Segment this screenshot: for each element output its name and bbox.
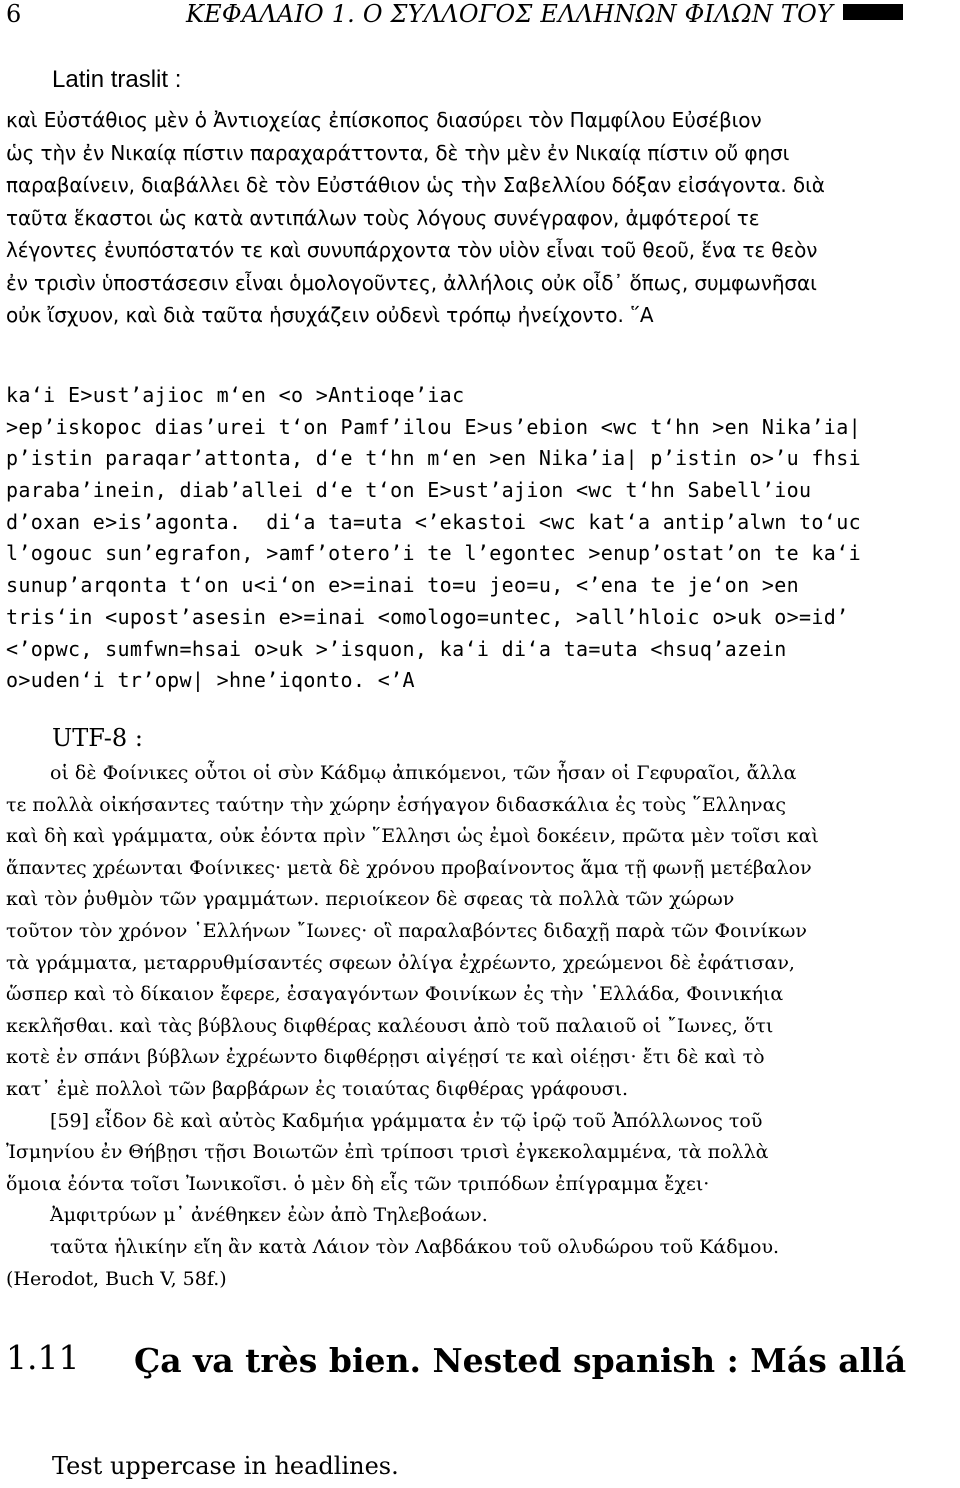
verbatim-line: tris‘in <upost’asesin e>=inai <omologo=untec, >all’hloic o>uk o>=id’ <box>6 604 849 629</box>
greek-line: ταῦτα ἕκαστοι ὡς κατὰ αντιπάλων τοὺς λόγους συνέγραφον, ἀμφότεροί τε <box>6 205 760 230</box>
greek-line: κατ᾽ ἐμὲ πολλοὶ τῶν βαρβάρων ἐς τοιαύτας διφθέρας γράφουσι. <box>6 1077 629 1100</box>
verbatim-line: p’istin paraqar’attonta, d‘e t‘hn m‘en >en Nika’ia| p’istin o>’u fhsi <box>6 446 861 471</box>
greek-line: λέγοντες ἐνυπόστατόν τε καὶ συνυπάρχοντα τὸν υἱὸν εἶναι τοῦ θεοῦ, ἕνα τε θεὸν <box>6 238 818 262</box>
greek-line: κοτὲ ἐν σπάνι βύβλων ἐχρέωντο διφθέρῃσι αἰγέῃσί τε καὶ οἰέῃσι· ἔτι δὲ καὶ τὸ <box>6 1046 765 1069</box>
greek-line: Ἰσμηνίου ἐν Θήβῃσι τῇσι Βοιωτῶν ἐπὶ τρίποσι τρισὶ ἐγκεκολαμμένα, τὰ πολλὰ <box>6 1141 769 1164</box>
greek-line: παραβαίνειν, διαβάλλει δὲ τὸν Εὐστάθιον ὡς τὴν Σαβελλίου δόξαν εἰσάγοντα. διὰ <box>6 173 825 197</box>
greek-line: καὶ τὸν ῥυθμὸν τῶν γραμμάτων. περιοίκεον δὲ σφεας τὰ πολλὰ τῶν χώρων <box>6 888 735 911</box>
verbatim-line: ka‘i E>ust’ajioc m‘en <o >Antioqe’iac <box>6 383 465 407</box>
greek-line: ἅπαντες χρέωνται Φοίνικες· μετὰ δὲ χρόνου προβαίνοντος ἅμα τῇ φωνῇ μετέβαλον <box>6 856 812 879</box>
verbatim-line: d’oxan e>is’agonta. di‘a ta=uta <’ekastoi <wc kat‘a antip’alwn to‘uc <box>6 509 861 534</box>
section-number: 1.11 <box>6 1338 80 1377</box>
citation: (Herodot, Buch V, 58f.) <box>6 1267 227 1290</box>
running-header <box>6 0 956 32</box>
greek-line: Ἀμφιτρύων μ᾽ ἀνέθηκεν ἐὼν ἀπὸ Τηλεβοάων. <box>50 1204 488 1227</box>
greek-line: καὶ Εὐστάθιος μὲν ὁ Ἀντιοχείας ἐπίσκοπος διασύρει τὸν Παμφίλου Εὐσέβιον <box>6 108 762 132</box>
greek-line: τὰ γράμματα, μεταρρυθμίσαντές σφεων ὀλίγα ἐχρέωντο, χρεώμενοι δὲ ἐφάτισαν, <box>6 951 795 974</box>
greek-line: κεκλῆσθαι. καὶ τὰς βύβλους διφθέρας καλέουσι ἀπὸ τοῦ παλαιοῦ οἱ ῎Ιωνες, ὅτι <box>6 1014 774 1037</box>
verbatim-line: >ep’iskopoc dias’urei t‘on Pamf’ilou E>us’ebion <wc t‘hn >en Nika’ia| <box>6 414 861 439</box>
overfull-box-mark <box>843 4 903 20</box>
greek-line: ὅμοια ἐόντα τοῖσι Ἰωνικοῖσι. ὁ μὲν δὴ εἷς τῶν τριπόδων ἐπίγραμμα ἔχει· <box>6 1172 710 1195</box>
body-paragraph: Test uppercase in headlines. <box>52 1452 399 1480</box>
raw-translit-verbatim <box>6 380 956 697</box>
page-number: 6 <box>6 0 22 28</box>
chapter-title-text: ΚΕΦΑΛΑΙΟ 1. Ο ΣΥΛΛΟΓΟΣ ΕΛΛΗΝΩΝ ΦΙΛΩΝ ΤΟΥ <box>186 0 833 28</box>
greek-line: οἱ δὲ Φοίνικες οὗτοι οἱ σὺν Κάδμῳ ἀπικόμενοι, τῶν ἦσαν οἱ Γεφυραῖοι, ἄλλα <box>50 762 797 784</box>
greek-line: τοῦτον τὸν χρόνον ῾Ελλήνων ῎Ιωνες· οἳ παραλαβόντες διδαχῇ παρὰ τῶν Φοινίκων <box>6 919 807 942</box>
greek-line: ταῦτα ἡλικίην εἴη ἂν κατὰ Λάιον τὸν Λαβδάκου τοῦ ολυδώρου τοῦ Κάδμου. <box>50 1235 780 1258</box>
chapter-title <box>186 0 903 28</box>
verbatim-line: <’opwc, sumfwn=hsai o>uk >’isquon, ka‘i di‘a ta=uta <hsuq’azein <box>6 636 787 661</box>
greek-line: [59] εἶδον δὲ καὶ αὐτὸς Καδμήια γράμματα ἐν τῷ ἱρῷ τοῦ Ἀπόλλωνος τοῦ <box>50 1109 763 1132</box>
greek-line: ὥσπερ καὶ τὸ δίκαιον ἔφερε, ἐσαγαγόντων Φοινίκων ἐς τὴν ῾Ελλάδα, Φοινικήια <box>6 983 784 1006</box>
latin-translit-label: Latin traslit : <box>52 66 182 93</box>
verbatim-line: o>uden‘i tr’opw| >hne’iqonto. <’A <box>6 668 415 693</box>
greek-line: ὡς τὴν ἐν Νικαίᾳ πίστιν παραχαράττοντα, δὲ τὴν μὲν ἐν Νικαίᾳ πίστιν οὔ φησι <box>6 140 790 165</box>
latin-translit-greek-paragraph <box>6 104 956 332</box>
verbatim-line: l’ogouc sun’egrafon, >amf’otero’i te l’egontec >enup’ostat’on te ka‘i <box>6 541 861 566</box>
verbatim-line: paraba’inein, diab’allei d‘e t‘on E>ust’ajion <wc t‘hn Sabell’iou <box>6 478 812 503</box>
verbatim-line: sunup’arqonta t‘on u<i‘on e>=inai to=u jeo=u, <’ena te je‘on >en <box>6 573 800 598</box>
greek-line: ἐν τρισὶν ὑποστάσεσιν εἶναι ὁμολογοῦντες, ἀλλήλοις οὐκ οἶδ᾽ ὅπως, συμφωνῆσαι <box>6 270 817 295</box>
greek-line: τε πολλὰ οἰκήσαντες ταύτην τὴν χώρην ἐσήγαγον διδασκάλια ἐς τοὺς ῞Ελληνας <box>6 793 787 816</box>
utf8-label: UTF-8 : <box>52 724 143 752</box>
greek-line: οὐκ ἴσχυον, καὶ διὰ ταῦτα ἡσυχάζειν οὐδενὶ τρόπῳ ἠνείχοντο. ῞Α <box>6 303 654 327</box>
section-title: Ça va très bien. Nested spanish : Más allá <box>134 1341 907 1380</box>
greek-line: καὶ δὴ καὶ γράμματα, οὐκ ἐόντα πρὶν ῞Ελλησι ὡς ἐμοὶ δοκέειν, πρῶτα μὲν τοῖσι καὶ <box>6 825 819 848</box>
utf8-greek-paragraph <box>6 758 956 1295</box>
